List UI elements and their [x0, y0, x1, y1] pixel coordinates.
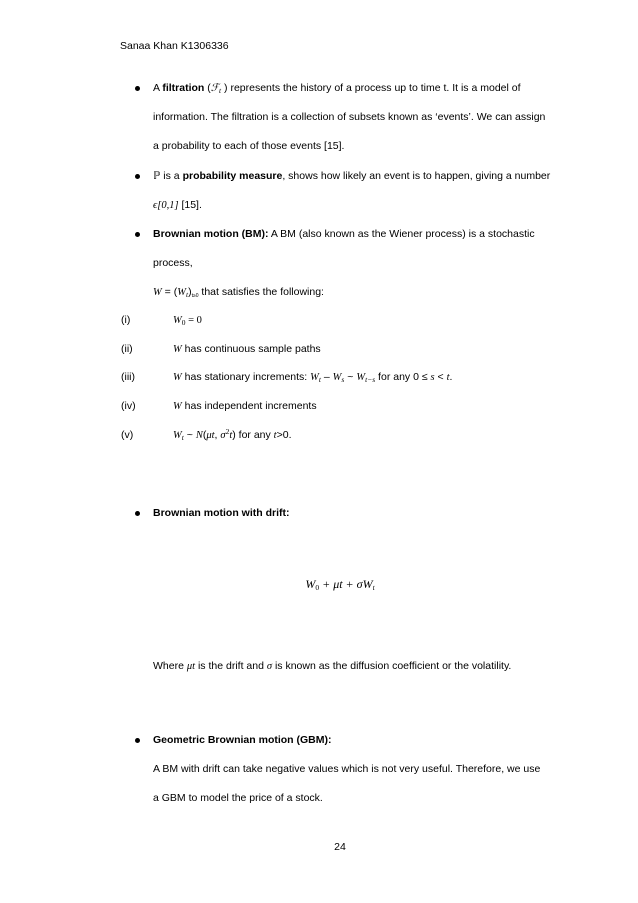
filtration-line-3: a probability to each of those events [15].	[153, 140, 345, 152]
gbm-line-2: a GBM to model the price of a stock.	[153, 792, 323, 804]
bm-line-2: process,	[153, 257, 193, 269]
probability-term: probability measure	[182, 170, 283, 182]
condition-text-i: $W_0 = 0$	[173, 315, 202, 327]
probability-interval: ϵ[0,1]	[153, 200, 179, 211]
condition-text-iii: W has stationary increments: $W_t - W_s$ ~ $W_{t-s}$ for any 0 ≤ s < t.	[173, 371, 453, 384]
bullet-filtration	[135, 86, 140, 91]
drift-equation: $W_0 + \mu t + \sigma W_t$	[305, 577, 375, 592]
filtration-symbol: ℱ	[210, 83, 220, 94]
gbm-line-1: A BM with drift can take negative values which is not very useful. Therefore, we use	[153, 763, 541, 775]
probability-line-1: ℙ is a probability measure, shows how likely an event is to happen, giving a number	[153, 170, 551, 182]
gbm-heading: Geometric Brownian motion (GBM):	[153, 734, 332, 746]
filtration-line-2: information. The filtration is a collection of subsets known as ‘events’. We can assign	[153, 111, 546, 123]
bm-term: Brownian motion (BM):	[153, 228, 269, 240]
page-number: 24	[334, 841, 346, 853]
bullet-bm-drift	[135, 511, 140, 516]
bullet-brownian-motion	[135, 232, 140, 237]
bullet-probability	[135, 174, 140, 179]
condition-label-v: (v)	[121, 429, 134, 441]
condition-label-iv: (iv)	[121, 400, 136, 412]
page-header: Sanaa Khan K1306336	[120, 40, 229, 52]
drift-heading: Brownian motion with drift:	[153, 507, 290, 519]
condition-text-iv: W has independent increments	[173, 400, 317, 412]
condition-label-iii: (iii)	[121, 371, 135, 383]
condition-label-i: (i)	[121, 314, 131, 326]
filtration-line-1: A filtration (ℱ$_t$ ) represents the history of a process up to time t. It is a model of	[153, 82, 521, 95]
filtration-term: filtration	[162, 82, 205, 94]
probability-symbol: ℙ	[153, 171, 161, 182]
condition-text-ii: W has continuous sample paths	[173, 343, 321, 355]
bm-line-1: Brownian motion (BM): A BM (also known as the Wiener process) is a stochastic	[153, 228, 535, 240]
bm-definition: $W = (W_t)t\ge 0$ that satisfies the following:	[153, 286, 324, 299]
probability-line-2: ϵ[0,1] [15].	[153, 199, 202, 211]
condition-text-v: $W_t$ ~ N(μt, $\sigma^2t$) for any t>0.	[173, 427, 292, 442]
condition-label-ii: (ii)	[121, 343, 133, 355]
bullet-gbm	[135, 738, 140, 743]
drift-explanation: Where μt is the drift and σ is known as the diffusion coefficient or the volatility.	[153, 660, 512, 672]
